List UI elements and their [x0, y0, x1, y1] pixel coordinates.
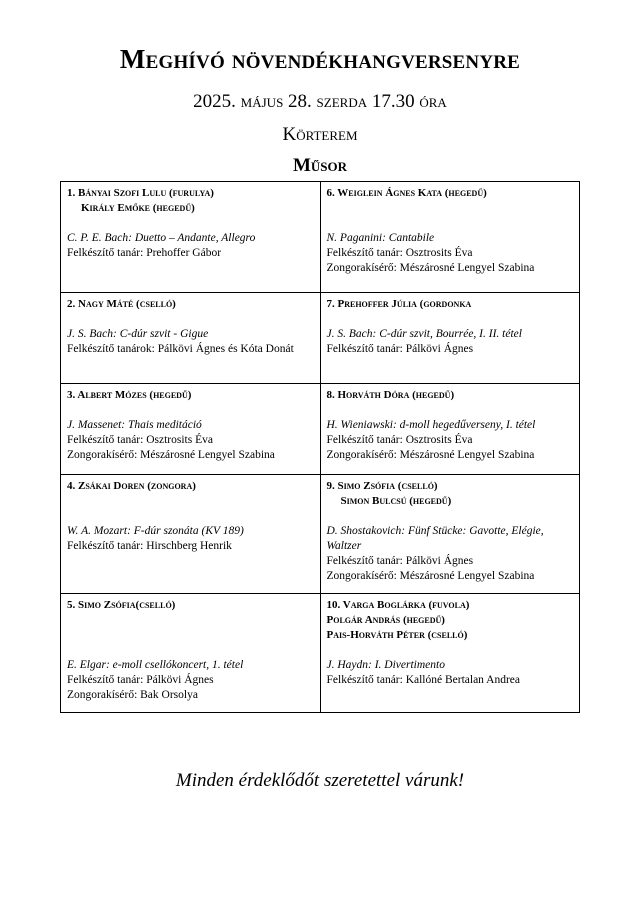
teacher: Felkészítő tanár: Osztrosits Éva [67, 434, 213, 446]
accompanist: Zongorakísérő: Mészárosné Lengyel Szabina [67, 449, 275, 461]
table-row [61, 293, 580, 384]
program-item-8 [320, 384, 580, 475]
performer: 4. Zsákai Doren (zongora) [67, 480, 196, 492]
invitation-closing: Minden érdeklődőt szeretettel várunk! [175, 770, 465, 791]
teacher: Felkészítő tanár: Kallóné Bertalan Andrea [326, 674, 521, 686]
accompanist: Zongorakísérő: Mészárosné Lengyel Szabina [326, 449, 535, 461]
program-item-6 [320, 182, 580, 293]
teacher: Felkészítő tanárok: Pálkövi Ágnes és Kóta Donát [67, 343, 294, 355]
teacher: Felkészítő tanár: Prehoffer Gábor [67, 247, 222, 259]
performer: 6. Weiglein Ágnes Kata (hegedű) [326, 187, 487, 199]
program-item-5 [61, 594, 321, 713]
piece-title: N. Paganini: Cantabile [326, 232, 435, 244]
page-title: Meghívó növendékhangversenyre [119, 44, 521, 74]
performer: Simon Bulcsú (hegedű) [340, 495, 452, 507]
accompanist: Zongorakísérő: Bak Orsolya [67, 689, 198, 701]
teacher: Felkészítő tanár: Pálkövi Ágnes [326, 555, 474, 567]
program-item-1 [61, 182, 321, 293]
piece-title: J. S. Bach: C-dúr szvit, Bourrée, I. II. tétel [326, 328, 522, 340]
performer: Király Emőke (hegedű) [81, 202, 195, 214]
program-item-7 [320, 293, 580, 384]
performer: 8. Horváth Dóra (hegedű) [326, 389, 455, 401]
teacher: Felkészítő tanár: Hirschberg Henrik [67, 540, 232, 552]
table-row [61, 594, 580, 713]
event-venue: Körterem [282, 124, 358, 145]
table-row [61, 475, 580, 594]
performer: 7. Prehoffer Júlia (gordonka [326, 298, 472, 310]
program-item-2 [61, 293, 321, 384]
accompanist: Zongorakísérő: Mészárosné Lengyel Szabina [326, 262, 535, 274]
program-item-4 [61, 475, 321, 594]
piece-title: J. S. Bach: C-dúr szvit - Gigue [67, 328, 209, 340]
piece-title: D. Shostakovich: Fünf Stücke: Gavotte, Elégie, Waltzer [326, 525, 544, 552]
performer: 5. Simo Zsófia(cselló) [67, 599, 176, 611]
program-item-3 [61, 384, 321, 475]
program-heading: Műsor [292, 155, 348, 176]
piece-title: J. Haydn: I. Divertimento [326, 659, 445, 671]
performer: 3. Albert Mózes (hegedű) [67, 389, 192, 401]
performer: 2. Nagy Máté (cselló) [67, 298, 176, 310]
program-table [60, 181, 580, 713]
teacher: Felkészítő tanár: Pálkövi Ágnes [67, 674, 214, 686]
teacher: Felkészítő tanár: Pálkövi Ágnes [326, 343, 474, 355]
piece-title: E. Elgar: e-moll csellókoncert, 1. tétel [67, 659, 244, 671]
piece-title: J. Massenet: Thais meditáció [67, 419, 202, 431]
teacher: Felkészítő tanár: Osztrosits Éva [326, 434, 473, 446]
piece-title: C. P. E. Bach: Duetto – Andante, Allegro [67, 232, 256, 244]
piece-title: H. Wieniawski: d-moll hegedűverseny, I. tétel [326, 419, 536, 431]
program-item-10 [320, 594, 580, 713]
performer: 1. Bányai Szofi Lulu (furulya) [67, 187, 214, 199]
performer: 10. Varga Boglárka (fuvola) [326, 599, 470, 611]
table-row [61, 182, 580, 293]
program-item-9 [320, 475, 580, 594]
teacher: Felkészítő tanár: Osztrosits Éva [326, 247, 473, 259]
performer: Polgár András (hegedű) [326, 614, 445, 626]
performer: Pais-Horváth Péter (cselló) [326, 629, 468, 641]
accompanist: Zongorakísérő: Mészárosné Lengyel Szabina [326, 570, 535, 582]
event-date: 2025. május 28. szerda 17.30 óra [193, 91, 447, 112]
piece-title: W. A. Mozart: F-dúr szonáta (KV 189) [67, 525, 244, 537]
table-row [61, 384, 580, 475]
performer: 9. Simo Zsófia (cselló) [326, 480, 438, 492]
